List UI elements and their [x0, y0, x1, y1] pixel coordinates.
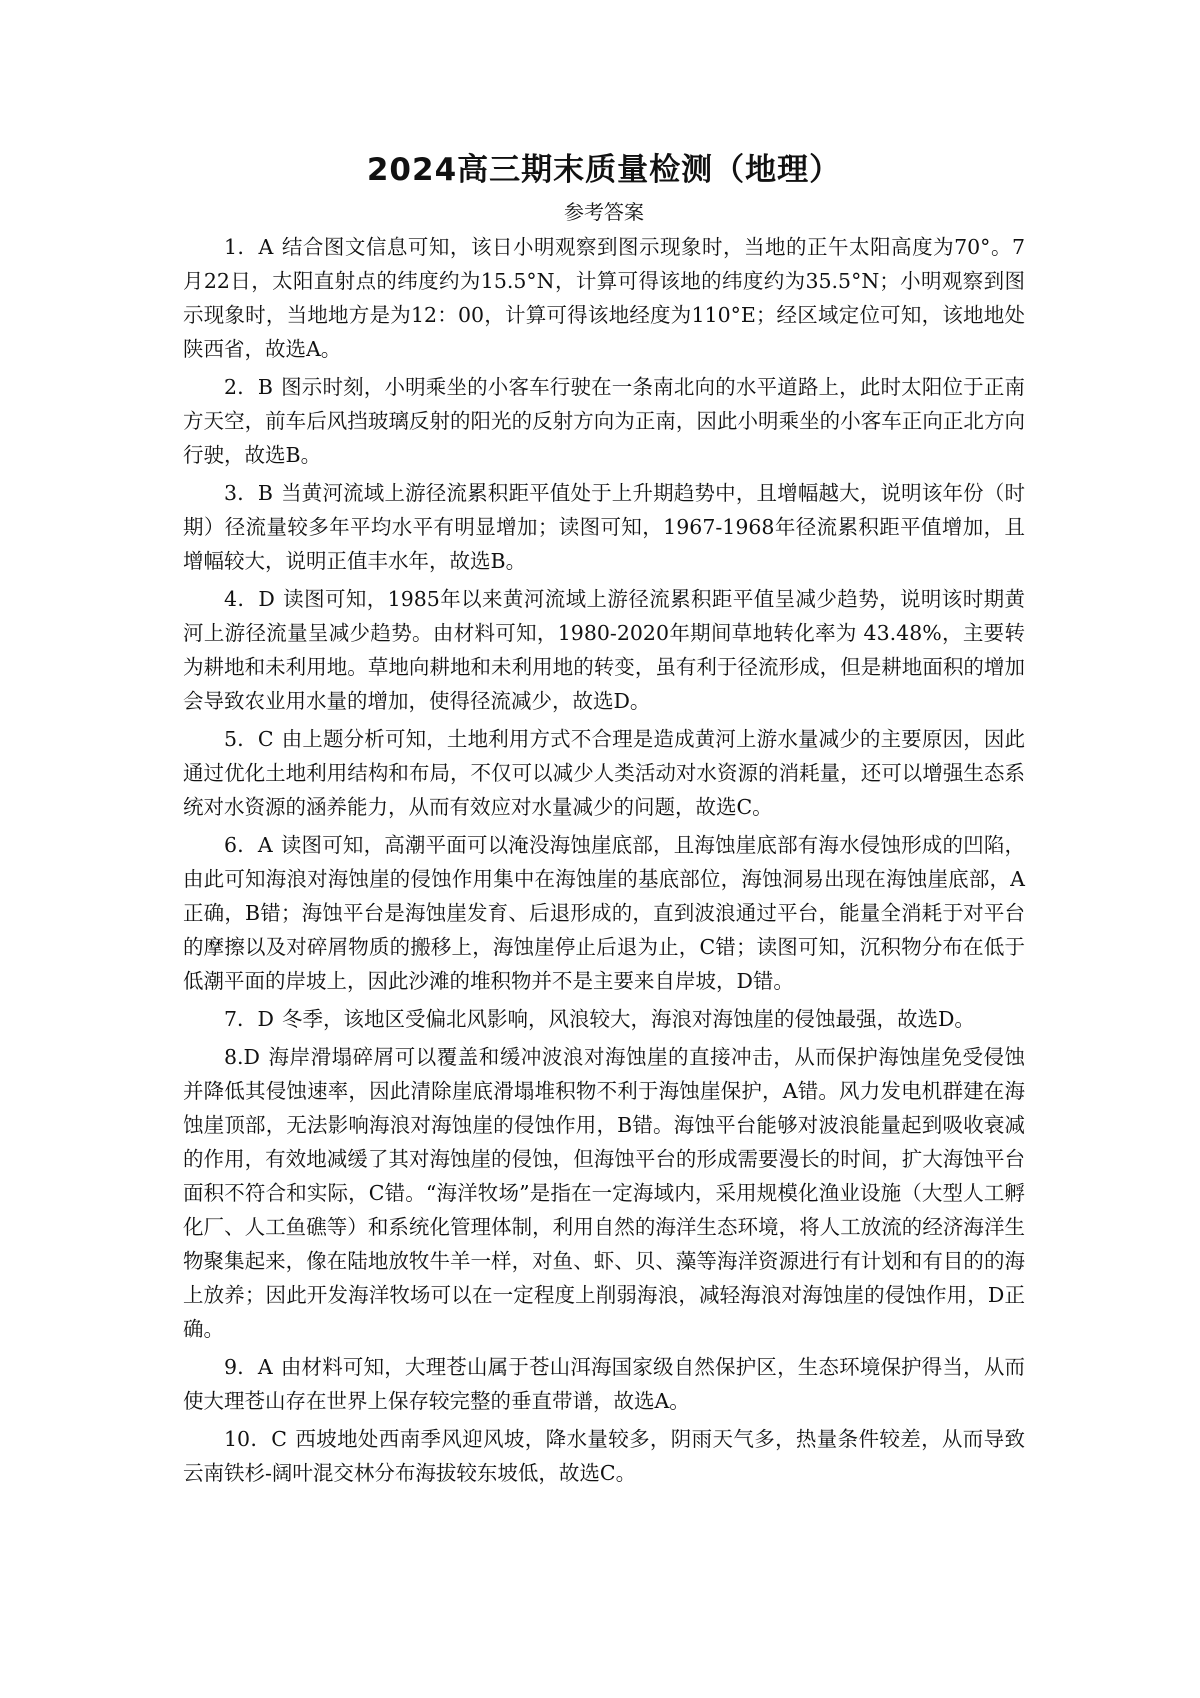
answer-number: 8.D	[224, 1045, 260, 1069]
answer-number: 3．B	[224, 481, 273, 505]
answer-list	[183, 230, 1025, 1490]
answer-item	[183, 828, 1025, 998]
answer-item	[183, 1040, 1025, 1346]
answer-item	[183, 1350, 1025, 1418]
answer-text: 当黄河流域上游径流累积距平值处于上升期趋势中，且增幅越大，说明该年份（时期）径流量较多年平均水平有明显增加；读图可知，1967-1968年径流累积距平值增加，且增幅较大，说明正值丰水年，故选B。	[183, 481, 1026, 573]
answer-text: 读图可知，1985年以来黄河流域上游径流累积距平值呈减少趋势，说明该时期黄河上游径流量呈减少趋势。由材料可知，1980-2020年期间草地转化率为 43.48%，主要转为耕地和未利用地。草地向耕地和未利用地的转变，虽有利于径流形成，但是耕地面积的增加会导致农业用水量的增加，使得径流减少，故选D。	[183, 587, 1025, 713]
answer-number: 6．A	[224, 833, 273, 857]
answer-number: 5．C	[224, 727, 274, 751]
answer-text: 由材料可知，大理苍山属于苍山洱海国家级自然保护区，生态环境保护得当，从而使大理苍山存在世界上保存较完整的垂直带谱，故选A。	[183, 1355, 1025, 1413]
answer-number: 10．C	[224, 1427, 287, 1451]
answer-item	[183, 370, 1025, 472]
answer-text: 西坡地处西南季风迎风坡，降水量较多，阴雨天气多，热量条件较差，从而导致云南铁杉-阔叶混交林分布海拔较东坡低，故选C。	[183, 1427, 1026, 1485]
answer-item	[183, 722, 1025, 824]
answer-number: 9．A	[224, 1355, 273, 1379]
answer-item	[183, 582, 1025, 718]
answer-item	[183, 230, 1025, 366]
page-title: 2024高三期末质量检测（地理）	[366, 152, 842, 188]
answer-text: 由上题分析可知，土地利用方式不合理是造成黄河上游水量减少的主要原因，因此通过优化土地利用结构和布局，不仅可以减少人类活动对水资源的消耗量，还可以增强生态系统对水资源的涵养能力，从而有效应对水量减少的问题，故选C。	[183, 727, 1026, 819]
answer-number: 4．D	[224, 587, 275, 611]
answer-text: 海岸滑塌碎屑可以覆盖和缓冲波浪对海蚀崖的直接冲击，从而保护海蚀崖免受侵蚀并降低其侵蚀速率，因此清除崖底滑塌堆积物不利于海蚀崖保护，A错。风力发电机群建在海蚀崖顶部，无法影响海浪对海蚀崖的侵蚀作用，B错。海蚀平台能够对波浪能量起到吸收衰减的作用，有效地减缓了其对海蚀崖的侵蚀，但海蚀平台的形成需要漫长的时间，扩大海蚀平台面积不符合和实际，C错。“海洋牧场”是指在一定海域内，采用规模化渔业设施（大型人工孵化厂、人工鱼礁等）和系统化管理体制，利用自然的海洋生态环境，将人工放流的经济海洋生物聚集起来，像在陆地放牧牛羊一样，对鱼、虾、贝、藻等海洋资源进行有计划和有目的的海上放养；因此开发海洋牧场可以在一定程度上削弱海浪，减轻海浪对海蚀崖的侵蚀作用，D正确。	[183, 1045, 1025, 1341]
answer-sheet	[183, 150, 1025, 1494]
answer-text: 结合图文信息可知，该日小明观察到图示现象时，当地的正午太阳高度为70°。7月22日，太阳直射点的纬度约为15.5°N，计算可得该地的纬度约为35.5°N；小明观察到图示现象时，当地地方是为12：00，计算可得该地经度为110°E；经区域定位可知，该地地处陕西省，故选A。	[183, 235, 1025, 361]
answer-text: 读图可知，高潮平面可以淹没海蚀崖底部，且海蚀崖底部有海水侵蚀形成的凹陷，由此可知海浪对海蚀崖的侵蚀作用集中在海蚀崖的基底部位，海蚀洞易出现在海蚀崖底部，A正确，B错；海蚀平台是海蚀崖发育、后退形成的，直到波浪通过平台，能量全消耗于对平台的摩擦以及对碎屑物质的搬移上，海蚀崖停止后退为止，C错；读图可知，沉积物分布在低于低潮平面的岸坡上，因此沙滩的堆积物并不是主要来自岸坡，D错。	[183, 833, 1025, 993]
page-subtitle: 参考答案	[564, 200, 644, 224]
answer-number: 1．A	[224, 235, 274, 259]
answer-text: 图示时刻，小明乘坐的小客车行驶在一条南北向的水平道路上，此时太阳位于正南方天空，前车后风挡玻璃反射的阳光的反射方向为正南，因此小明乘坐的小客车正向正北方向行驶，故选B。	[183, 375, 1026, 467]
answer-item	[183, 1002, 1025, 1036]
answer-text: 冬季，该地区受偏北风影响，风浪较大，海浪对海蚀崖的侵蚀最强，故选D。	[281, 1007, 975, 1031]
answer-item	[183, 476, 1025, 578]
answer-number: 2．B	[224, 375, 273, 399]
answer-item	[183, 1422, 1025, 1490]
answer-number: 7．D	[224, 1007, 274, 1031]
